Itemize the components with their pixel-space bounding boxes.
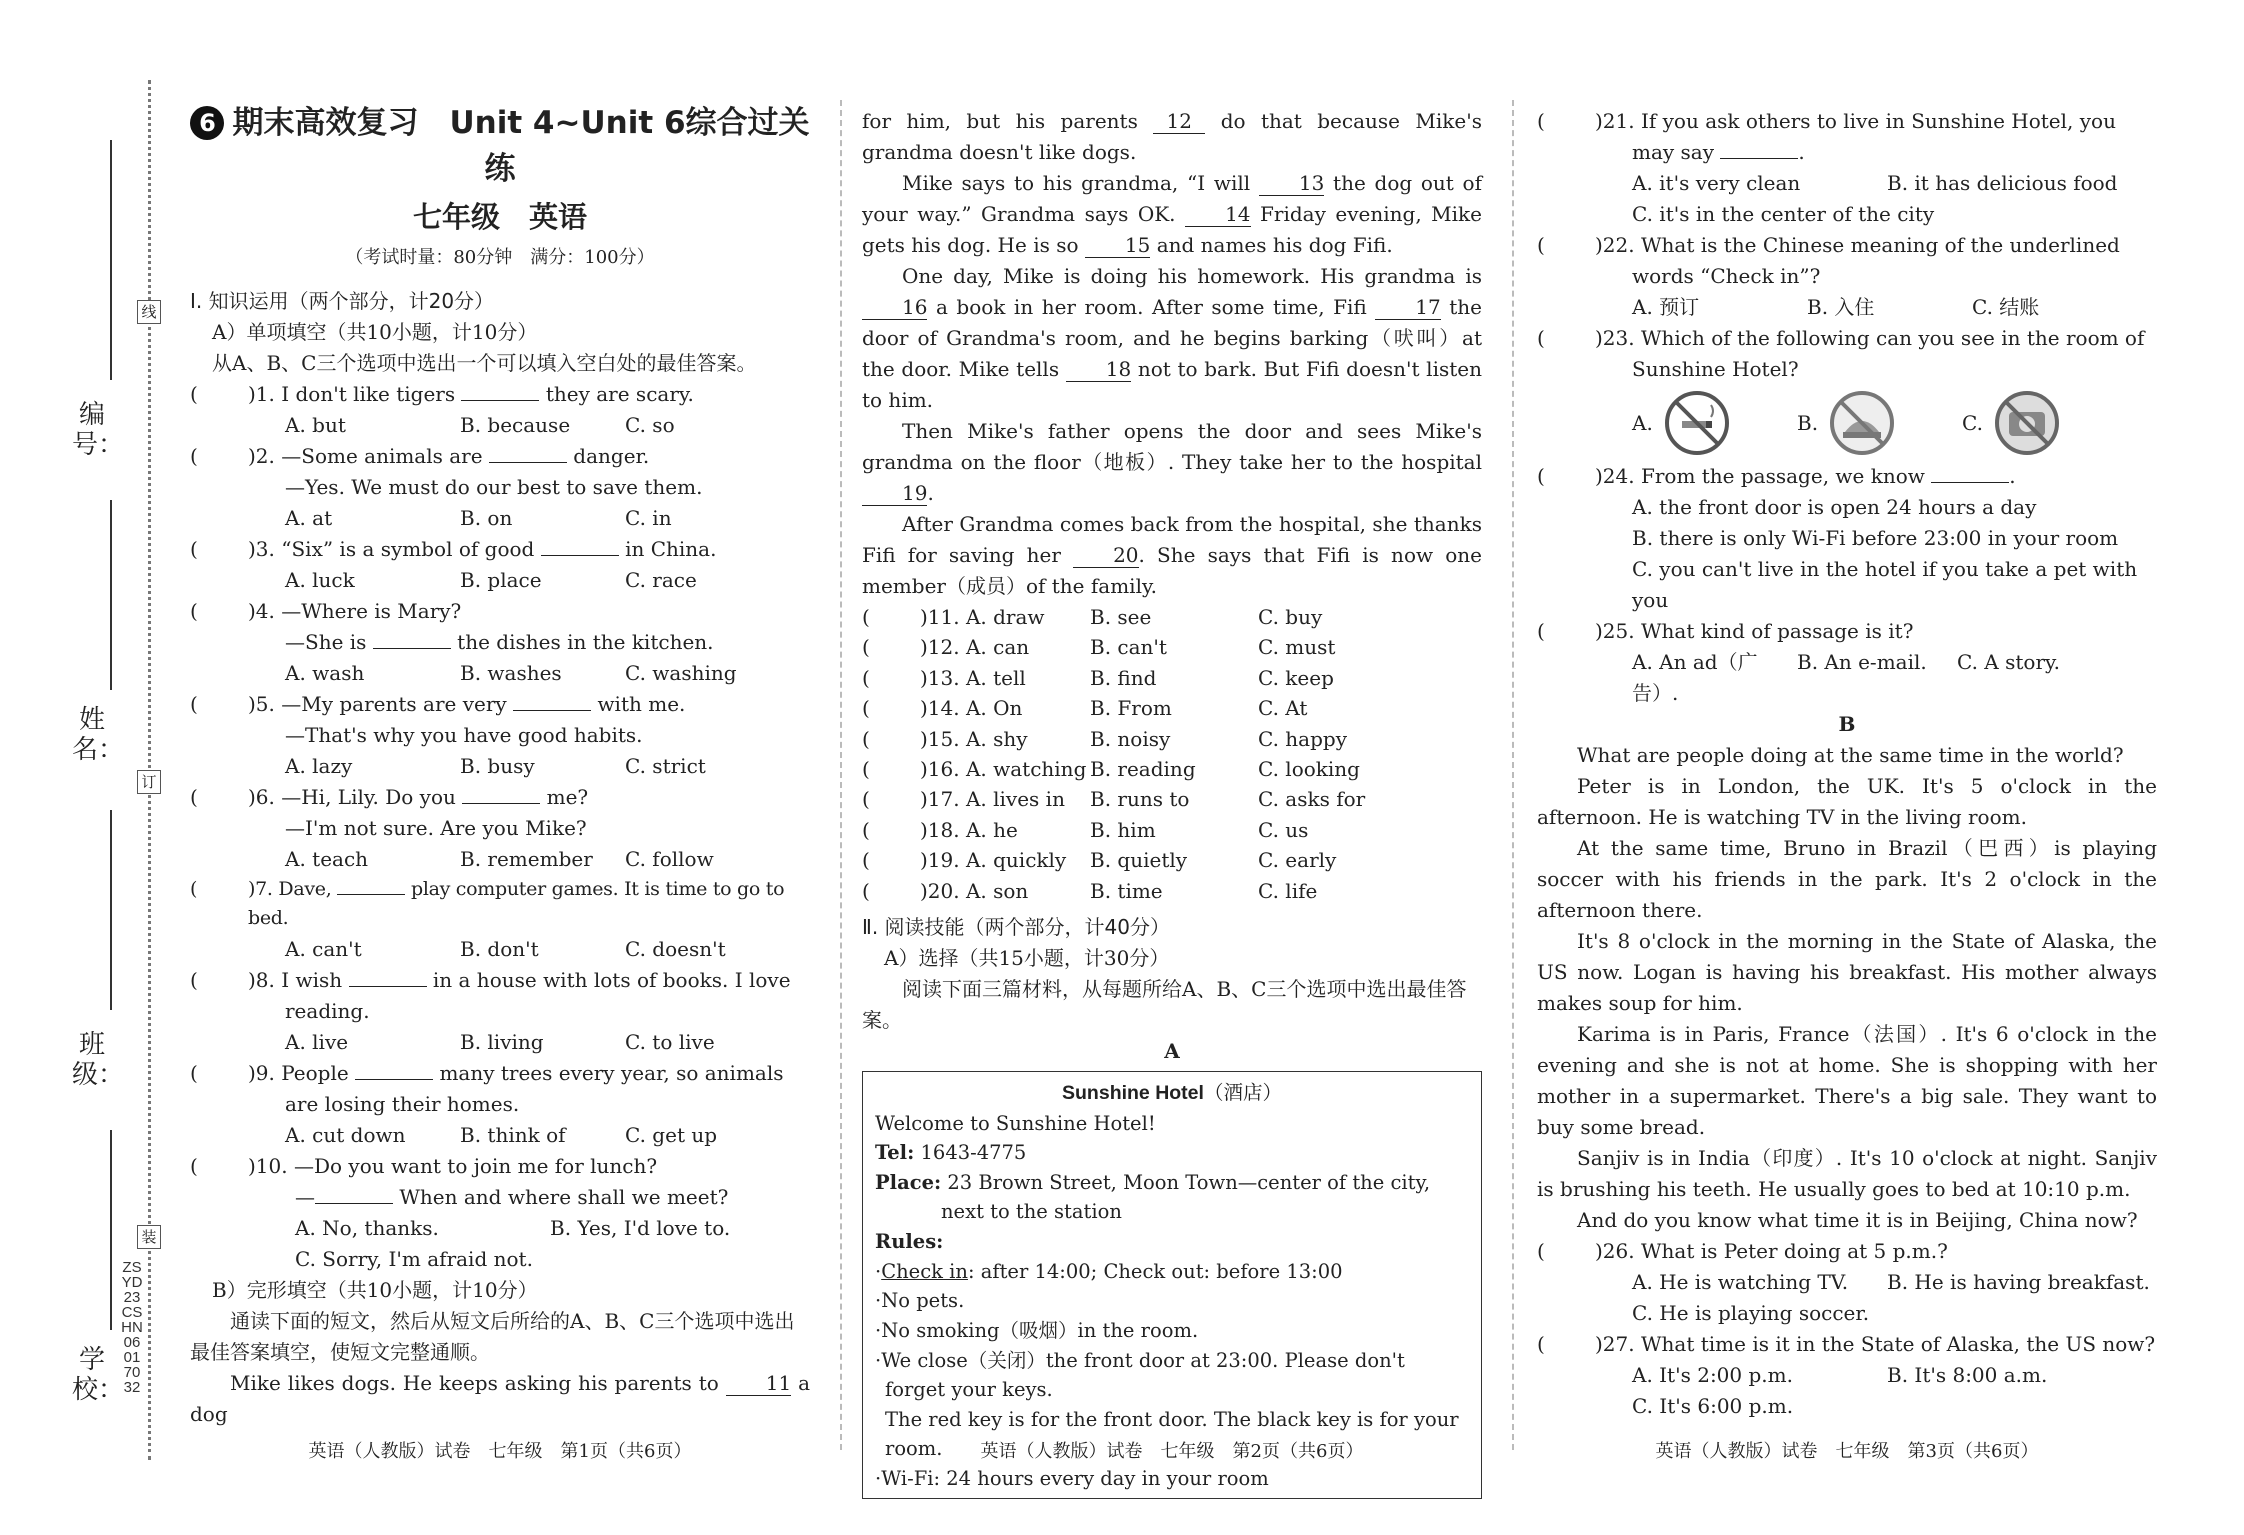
hotel-tel: Tel: 1643-4775 — [875, 1141, 1027, 1165]
question-8: ( )8. I wish in a house with lots of books. I love reading. A. live B. living C. to live — [190, 965, 810, 1058]
option-c[interactable]: C. happy — [1258, 726, 1348, 751]
option-b[interactable]: B. there is only Wi-Fi before 23:00 in your room — [1632, 526, 2119, 550]
option-a[interactable]: A. No, thanks. — [295, 1215, 439, 1240]
question-9: ( )9. People many trees every year, so animals are losing their homes. A. cut down B. think of C. get up — [190, 1058, 810, 1151]
question-24: ( )24. From the passage, we know . A. the front door is open 24 hours a day B. there is only Wi-Fi before 23:00 in your room C. you can't live in the hotel if you take a pet with you — [1537, 461, 2157, 616]
answer-blank[interactable] — [513, 710, 591, 711]
option-a[interactable]: A. 预订 — [1632, 295, 1700, 319]
page-subtitle: 七年级 英语 — [412, 200, 587, 234]
hotel-rule-door: ·We close（关闭）the front door at 23:00. Please don't forget your keys. — [875, 1348, 1405, 1402]
option-a[interactable]: A. it's very clean — [1632, 171, 1801, 195]
cloze-blank-15[interactable]: 15 — [1085, 233, 1150, 258]
question-25: ( )25. What kind of passage is it? A. An ad（广告）. B. An e-mail. C. A story. — [1537, 616, 2157, 709]
answer-blank[interactable] — [349, 986, 427, 987]
page-footer-3: 英语（人教版）试卷 七年级 第3页（共6页） — [1655, 1441, 2039, 1462]
option-b[interactable]: B. it has delicious food — [1887, 171, 2118, 195]
option-b[interactable]: B. 入住 — [1807, 295, 1875, 319]
option-a[interactable]: A. wash — [285, 660, 365, 685]
option-c[interactable]: C. At — [1258, 696, 1308, 721]
cloze-option-row: ( )17. A. lives in B. runs to C. asks for — [862, 784, 1482, 814]
hotel-title: Sunshine Hotel（酒店） — [1062, 1080, 1282, 1104]
part1a-instructions: 从A、B、C三个选项中选出一个可以填入空白处的最佳答案。 — [212, 350, 757, 375]
option-b[interactable]: B. An e-mail. — [1797, 650, 1927, 674]
cloze-blank-16[interactable]: 16 — [862, 295, 927, 320]
field-school-line[interactable] — [110, 1130, 112, 1330]
q23-options — [1537, 385, 2157, 461]
option-c[interactable]: C. you can't live in the hotel if you take a pet with you — [1632, 557, 2138, 612]
column-1 — [190, 100, 810, 1430]
question-6: ( )6. —Hi, Lily. Do you me? —I'm not sure. Are you Mike? A. teach B. remember C. follow — [190, 782, 810, 875]
field-name-line[interactable] — [110, 500, 112, 690]
field-number-line[interactable] — [110, 140, 112, 380]
option-a[interactable]: A. teach — [285, 846, 369, 871]
option-b[interactable]: B. living — [460, 1029, 544, 1054]
cloze-blank-12[interactable]: 12 — [1153, 109, 1205, 134]
question-2: ( )2. —Some animals are danger. —Yes. We must do our best to save them. A. at B. on C. in — [190, 441, 810, 534]
option-c[interactable]: C. looking — [1258, 756, 1360, 781]
option-b[interactable]: B. see — [1090, 605, 1152, 629]
option-a[interactable]: A. He is watching TV. — [1632, 1270, 1849, 1294]
answer-blank[interactable] — [462, 803, 540, 804]
page-title: 6 期末高效复习 Unit 4~Unit 6综合过关练 — [190, 100, 810, 192]
cloze-blank-14[interactable]: 14 — [1185, 202, 1250, 227]
part1b-heading: B）完形填空（共10小题，计10分） — [212, 1277, 538, 1302]
question-27: ( )27. What time is it in the State of Alaska, the US now? A. It's 2:00 p.m. B. It's 8:00 a.m. C. It's 6:00 p.m. — [1537, 1329, 2157, 1422]
passage-b-p7: And do you know what time it is in Beijing, China now? — [1577, 1208, 2138, 1232]
passage-b-p6: Sanjiv is in India（印度）. It's 10 o'clock at night. Sanjiv is brushing his teeth. He usually goes to bed at 10:10 p.m. — [1537, 1146, 2157, 1201]
binding-strip — [0, 0, 170, 1535]
option-b[interactable]: B. From — [1090, 696, 1172, 721]
option-c[interactable]: C. A story. — [1957, 650, 2061, 674]
cloze-option-row: ( )11. A. draw B. see C. buy — [862, 602, 1482, 632]
question-4: ( )4. —Where is Mary? —She is the dishes in the kitchen. A. wash B. washes C. washing — [190, 596, 810, 689]
cloze-option-row: ( )13. A. tell B. find C. keep — [862, 663, 1482, 693]
option-c[interactable]: C. Sorry, I'm afraid not. — [295, 1246, 533, 1271]
cloze-option-row: ( )14. A. On B. From C. At — [862, 693, 1482, 723]
hotel-rule-smoking: ·No smoking（吸烟）in the room. — [875, 1318, 1199, 1342]
field-class-label: 班级： — [72, 1030, 125, 1090]
hotel-welcome: Welcome to Sunshine Hotel! — [875, 1111, 1156, 1135]
binding-mark-ding: 订 — [137, 770, 161, 794]
option-c[interactable]: C. get up — [625, 1122, 718, 1147]
option-a[interactable]: A. live — [285, 1029, 349, 1054]
passage-b-p2: Peter is in London, the UK. It's 5 o'clock in the afternoon. He is watching TV in the living room. — [1537, 774, 2157, 829]
question-26: ( )26. What is Peter doing at 5 p.m.? A. He is watching TV. B. He is having breakfast. C. He is playing soccer. — [1537, 1236, 2157, 1329]
option-a[interactable]: A. can't — [285, 936, 362, 961]
cloze-paragraph-1: for him, but his parents 12 do that because Mike's grandma doesn't like dogs. — [862, 109, 1482, 164]
column-separator — [840, 100, 842, 1450]
passage-b-label: B — [1838, 712, 1856, 736]
cloze-blank-11[interactable]: 11 — [726, 1371, 791, 1396]
question-23: ( )23. Which of the following can you see in the room of Sunshine Hotel? A. B. C. — [1537, 323, 2157, 461]
hotel-rule-checkin: ·Check in: after 14:00; Check out: before 13:00 — [875, 1259, 1343, 1283]
option-c[interactable]: C. life — [1258, 878, 1318, 903]
field-class-line[interactable] — [110, 810, 112, 1010]
part2a-instructions: 阅读下面三篇材料，从每题所给A、B、C三个选项中选出最佳答案。 — [862, 976, 1467, 1032]
option-c[interactable]: C. He is playing soccer. — [1632, 1301, 1870, 1325]
column-3 — [1537, 106, 2157, 1422]
question-3: ( )3. “Six” is a symbol of good in China. A. luck B. place C. race — [190, 534, 810, 596]
option-b[interactable]: B. quietly — [1090, 848, 1188, 873]
binding-mark-xian: 线 — [137, 300, 161, 324]
option-c[interactable]: C. it's in the center of the city — [1632, 202, 1935, 226]
option-c[interactable]: C. strict — [625, 753, 706, 778]
no-camera-icon — [1992, 388, 2062, 458]
passage-b-p5: Karima is in Paris, France（法国）. It's 6 o'clock in the evening and she is not at home. She is shopping with her mother in a supermarket. There's a big sale. They want to buy some bread. — [1537, 1022, 2157, 1139]
answer-blank[interactable] — [1931, 482, 2009, 483]
question-5: ( )5. —My parents are very with me. —That's why you have good habits. A. lazy B. busy C. strict — [190, 689, 810, 782]
answer-blank[interactable] — [461, 400, 539, 401]
option-a[interactable]: A. — [1632, 388, 1797, 458]
answer-blank[interactable] — [373, 648, 451, 649]
option-c[interactable]: C. asks for — [1258, 787, 1366, 812]
option-a[interactable]: A. lazy — [285, 753, 353, 778]
option-c[interactable]: C. buy — [1258, 605, 1323, 629]
answer-blank[interactable] — [1720, 158, 1798, 159]
exam-info: （考试时量：80分钟 满分：100分） — [345, 247, 655, 268]
cloze-options — [862, 602, 1482, 906]
option-a[interactable]: A. at — [285, 505, 333, 530]
option-c[interactable]: C. so — [625, 412, 675, 437]
cloze-option-row: ( )20. A. son B. time C. life — [862, 876, 1482, 906]
option-b[interactable]: B. — [1797, 388, 1962, 458]
part1a-heading: A）单项填空（共10小题，计10分） — [212, 319, 538, 344]
hotel-place: Place: 23 Brown Street, Moon Town—center of the city, next to the station — [875, 1170, 1431, 1224]
option-b[interactable]: B. find — [1090, 665, 1157, 690]
passage-b-p3: At the same time, Bruno in Brazil（巴西）is playing soccer with his friends in the park. It's 2 o'clock in the afternoon there. — [1537, 836, 2157, 922]
option-b[interactable]: B. He is having breakfast. — [1887, 1270, 2150, 1294]
cloze-option-row: ( )19. A. quickly B. quietly C. early — [862, 845, 1482, 875]
answer-blank[interactable] — [489, 462, 567, 463]
field-name-label: 姓名： — [72, 705, 125, 765]
question-7: ( )7. Dave, play computer games. It is time to go to bed. A. can't B. don't C. doesn't — [190, 875, 810, 965]
cloze-blank-20[interactable]: 20 — [1073, 543, 1138, 568]
hotel-rule-keys: The red key is for the front door. The black key is for your room. — [885, 1407, 1459, 1461]
option-b[interactable]: B. time — [1090, 878, 1163, 903]
option-a[interactable]: A. An ad（广告）. — [1632, 650, 1758, 705]
option-c[interactable]: C. — [1962, 388, 2127, 458]
question-1: ( )1. I don't like tigers they are scary. A. but B. because C. so — [190, 379, 810, 441]
cloze-paragraph-5: After Grandma comes back from the hospital, she thanks Fifi for saving her 20. She says that Fifi is now one member（成员）of the family. — [862, 512, 1483, 598]
option-c[interactable]: C. race — [625, 567, 697, 592]
option-c[interactable]: C. doesn't — [625, 936, 726, 961]
option-b[interactable]: B. because — [460, 412, 571, 437]
cloze-paragraph-4: Then Mike's father opens the door and sees Mike's grandma on the floor（地板）. They take her to the hospital 19. — [862, 419, 1482, 505]
option-b[interactable]: B. runs to — [1090, 787, 1190, 812]
option-a[interactable]: A. but — [285, 412, 346, 437]
option-b[interactable]: B. remember — [460, 846, 593, 871]
part1-heading: Ⅰ. 知识运用（两个部分，计20分） — [190, 288, 495, 313]
cloze-paragraph-3: One day, Mike is doing his homework. His grandma is 16 a book in her room. After some time, Fifi 17 the door of Grandma's room, and he begins barking（吠叫）at the door. Mike tells 18 not to bark. But Fifi doesn't listen to him. — [862, 264, 1483, 412]
cloze-blank-13[interactable]: 13 — [1259, 171, 1324, 196]
passage-a-label: A — [1164, 1038, 1180, 1063]
passage-b-p1: What are people doing at the same time in the world? — [1577, 743, 2124, 767]
cloze-option-row: ( )15. A. shy B. noisy C. happy — [862, 724, 1482, 754]
option-c[interactable]: C. us — [1258, 817, 1309, 842]
cloze-blank-18[interactable]: 18 — [1066, 357, 1131, 382]
option-c[interactable]: C. keep — [1258, 665, 1334, 690]
option-c[interactable]: C. early — [1258, 848, 1337, 873]
cloze-blank-19[interactable]: 19 — [862, 481, 927, 506]
hotel-rule-wifi: ·Wi-Fi: 24 hours every day in your room — [875, 1467, 1269, 1491]
no-smoking-icon — [1662, 388, 1732, 458]
option-b[interactable]: B. think of — [460, 1122, 566, 1147]
cloze-option-row: ( )12. A. can B. can't C. must — [862, 632, 1482, 662]
answer-blank[interactable] — [315, 1203, 393, 1204]
no-food-icon — [1827, 388, 1897, 458]
cloze-option-row: ( )18. A. he B. him C. us — [862, 815, 1482, 845]
option-b[interactable]: B. Yes, I'd love to. — [550, 1215, 731, 1240]
answer-blank[interactable] — [541, 555, 619, 556]
page-footer-2: 英语（人教版）试卷 七年级 第2页（共6页） — [980, 1441, 1364, 1462]
option-c[interactable]: C. follow — [625, 846, 714, 871]
part1b-instructions: 通读下面的短文，然后从短文后所给的A、B、C三个选项中选出最佳答案填空，使短文完整通顺。 — [190, 1308, 795, 1364]
option-c[interactable]: C. must — [1258, 635, 1336, 660]
option-c[interactable]: C. 结账 — [1972, 295, 2040, 319]
question-21: ( )21. If you ask others to live in Sunshine Hotel, you may say . A. it's very clean B. it has delicious food C. it's in the center of the city — [1537, 106, 2157, 230]
passage-b-p4: It's 8 o'clock in the morning in the State of Alaska, the US now. Logan is having his breakfast. His mother always makes soup for him. — [1537, 929, 2157, 1015]
option-a[interactable]: A. cut down — [285, 1122, 406, 1147]
column-separator — [1512, 100, 1514, 1450]
binding-code: ZSYD23CSHN06017032 — [121, 1259, 143, 1396]
page-footer-1: 英语（人教版）试卷 七年级 第1页（共6页） — [308, 1441, 692, 1462]
option-b[interactable]: B. him — [1090, 817, 1156, 842]
option-b[interactable]: B. reading — [1090, 756, 1196, 781]
answer-blank[interactable] — [337, 894, 405, 895]
unit-number-badge: 6 — [190, 106, 224, 140]
option-c[interactable]: C. in — [625, 505, 672, 530]
cloze-line-1: Mike likes dogs. He keeps asking his parents to 11 a dog — [190, 1370, 811, 1426]
option-b[interactable]: B. busy — [460, 753, 535, 778]
option-c[interactable]: C. to live — [625, 1029, 715, 1054]
option-b[interactable]: B. noisy — [1090, 726, 1171, 751]
option-c[interactable]: C. washing — [625, 660, 737, 685]
hotel-rules-label: Rules: — [875, 1230, 944, 1254]
cloze-paragraph-2: Mike says to his grandma, “I will 13 the dog out of your way.” Grandma says OK. 14 Friday evening, Mike gets his dog. He is so 15 and names his dog Fifi. — [862, 171, 1483, 257]
cloze-option-row: ( )16. A. watching B. reading C. looking — [862, 754, 1482, 784]
option-b[interactable]: B. can't — [1090, 635, 1167, 660]
field-number-label: 编号： — [72, 400, 125, 460]
cloze-blank-17[interactable]: 17 — [1375, 295, 1440, 320]
part2-heading: Ⅱ. 阅读技能（两个部分，计40分） — [862, 914, 1171, 939]
part2a-heading: A）选择（共15小题，计30分） — [884, 945, 1170, 970]
hotel-rule-pets: ·No pets. — [875, 1289, 965, 1313]
hotel-notice — [862, 1071, 1482, 1499]
answer-blank[interactable] — [355, 1079, 433, 1080]
question-10: ( )10. —Do you want to join me for lunch? — When and where shall we meet? A. No, thanks. B. Yes, I'd love to. C. Sorry, I'm afraid not. — [190, 1151, 810, 1275]
option-b[interactable]: B. don't — [460, 936, 539, 961]
option-b[interactable]: B. It's 8:00 a.m. — [1887, 1363, 2048, 1387]
field-school-label: 学校： — [72, 1345, 125, 1405]
column-2 — [862, 106, 1482, 1499]
option-b[interactable]: B. washes — [460, 660, 562, 685]
option-b[interactable]: B. place — [460, 567, 542, 592]
option-a[interactable]: A. luck — [285, 567, 355, 592]
question-22: ( )22. What is the Chinese meaning of the underlined words “Check in”? A. 预订 B. 入住 C. 结账 — [1537, 230, 2157, 323]
option-a[interactable]: A. the front door is open 24 hours a day — [1632, 495, 2037, 519]
option-a[interactable]: A. It's 2:00 p.m. — [1632, 1363, 1793, 1387]
binding-mark-zhuang: 装 — [137, 1225, 161, 1249]
option-b[interactable]: B. on — [460, 505, 513, 530]
option-c[interactable]: C. It's 6:00 p.m. — [1632, 1394, 1794, 1418]
